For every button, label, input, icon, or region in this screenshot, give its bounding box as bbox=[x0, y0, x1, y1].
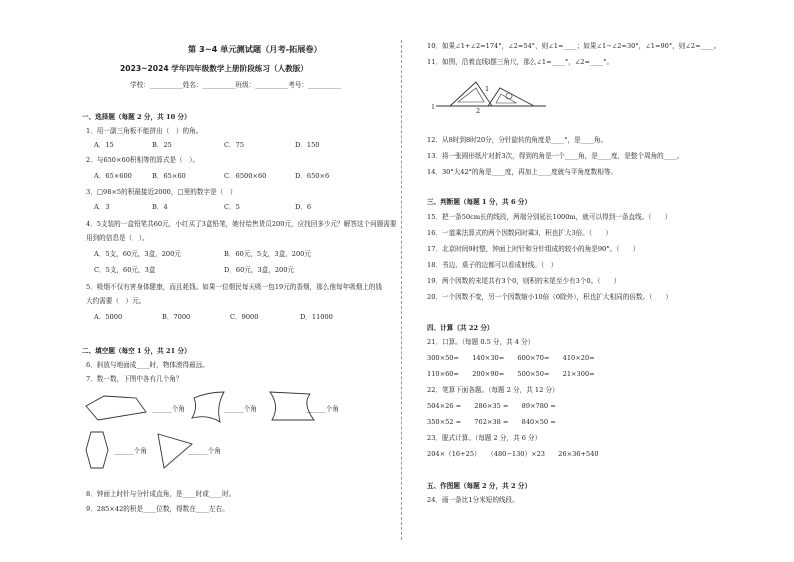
question-20: 20．一个因数不变，另一个因数缩小10倍（0除外），积也扩大相同的倍数。（ ） bbox=[427, 293, 673, 301]
question-21: 21．口算。（每题 0.5 分，共 4 分） bbox=[427, 338, 535, 346]
option-5a: A．5000 bbox=[94, 313, 123, 321]
question-7: 7．数一数，下图中各有几个角？ bbox=[86, 375, 183, 383]
option-4d: D．60元，3盒，200元 bbox=[224, 266, 295, 274]
question-17: 17．北京时间9时整，钟面上时针和分针组成的较小的角是90°。（ ） bbox=[427, 245, 640, 253]
option-4b: B．60元，5支，3盒，200元 bbox=[224, 250, 311, 258]
column-divider bbox=[401, 40, 402, 540]
question-5-line1: 5．吸烟不仅有害身体健康，而且耗钱。如果一位烟民每天吸一包19元的香烟，那么他每年吸烟上的钱 bbox=[86, 283, 383, 291]
angle-count-blank-2: ______个角 bbox=[224, 405, 257, 413]
exam-title: 第 3~4 单元测试题（月考-拓展卷） bbox=[188, 44, 322, 54]
figure-label-line-l: l bbox=[432, 103, 435, 111]
angle-count-blank-3: ______个角 bbox=[306, 405, 339, 413]
option-5c: C．9000 bbox=[230, 313, 259, 321]
hexagon-shape bbox=[84, 430, 110, 472]
angle-count-blank-4: ______个角 bbox=[114, 447, 147, 455]
oral-calc-row-2: 110×60= 200×90= 500×50= 21×300= bbox=[427, 370, 595, 378]
option-2c: C．6500×60 bbox=[224, 172, 267, 180]
option-1c: C．75 bbox=[224, 141, 245, 149]
question-8: 8．钟面上时针与分针成直角，是____时或____时。 bbox=[86, 490, 236, 498]
question-15: 15．把一条50cm长的线段，两端分别延长1000m，就可以得到一条直线。（ ） bbox=[427, 213, 672, 221]
written-calc-row-1: 504×26 = 286×35 = 89×780 = bbox=[427, 402, 556, 410]
section-draw-heading: 五、作图题（每题 2 分，共 2 分） bbox=[427, 482, 532, 490]
set-square-figure bbox=[430, 78, 550, 120]
option-3a: A．3 bbox=[94, 203, 110, 211]
stepwise-calc-row: 204×（16+25） （480−130）×23 26×36+540 bbox=[427, 450, 599, 458]
question-5-line2: 大约需要（ ）元。 bbox=[86, 297, 146, 305]
angle-count-blank-1: ______个角 bbox=[152, 405, 185, 413]
question-18: 18．书边、桌子的边都可以看成射线。（ ） bbox=[427, 261, 558, 269]
question-4-line2: 用到的信息是（ ）。 bbox=[86, 234, 149, 242]
question-12: 12．从8时到8时20分，分针旋转的角度是____°，是____角。 bbox=[427, 136, 608, 144]
question-13: 13．将一张圆形纸片对折3次，得到的角是一个____角，是____度，是整个周角的____。 bbox=[427, 152, 684, 160]
section-choice-heading: 一、选择题（每题 2 分，共 10 分） bbox=[82, 113, 191, 121]
question-24: 24．画一条比1分米短的线段。 bbox=[427, 496, 519, 504]
option-5d: D．11000 bbox=[300, 313, 333, 321]
question-19: 19．两个因数的末尾共有3个0，则积的末尾至少有3个0。（ ） bbox=[427, 277, 621, 285]
option-1d: D．150 bbox=[295, 141, 320, 149]
oral-calc-row-1: 300×50= 140×30= 600×70= 410×20= bbox=[427, 354, 595, 362]
question-11: 11．如图，沿着直线l摆三角尺，那么∠1=____°，∠2=____°。 bbox=[427, 58, 614, 66]
option-4c: C．5支，60元，3盒 bbox=[94, 266, 156, 274]
option-3b: B．4 bbox=[152, 203, 168, 211]
question-6: 6．斜放与地面成____时，物体滚得最远。 bbox=[86, 361, 209, 369]
option-3d: D．6 bbox=[295, 203, 312, 211]
exam-subtitle: 2023~2024 学年四年级数学上册阶段练习（人教版） bbox=[120, 64, 308, 73]
option-5b: B．7000 bbox=[162, 313, 191, 321]
option-1a: A．15 bbox=[94, 141, 114, 149]
question-23: 23．脱式计算。（每题 2 分，共 6 分） bbox=[427, 434, 542, 442]
option-2a: A．65×600 bbox=[94, 172, 132, 180]
question-9: 9．285×42的积是____位数，得数在____左右。 bbox=[86, 505, 229, 513]
option-4a: A．5支，60元，3盒，200元 bbox=[94, 250, 181, 258]
figure-label-angle-2: 2 bbox=[476, 107, 481, 115]
written-calc-row-2: 350×52 = 762×38 = 840×50 = bbox=[427, 418, 556, 426]
option-2d: D．650×6 bbox=[295, 172, 330, 180]
question-3: 3．□98×5的积最接近2000，□里的数字是（ ） bbox=[86, 188, 237, 196]
pentagon-shape bbox=[84, 392, 154, 424]
question-10: 10．如果∠1+∠2=174°，∠2=54°，则∠1=____；如果∠1−∠2=30°，∠1=90°，则∠2=____。 bbox=[427, 42, 721, 50]
student-info-line: 学校：__________姓名：__________班级：__________考号：__________ bbox=[130, 81, 341, 89]
option-1b: B．25 bbox=[152, 141, 172, 149]
option-3c: C．5 bbox=[224, 203, 240, 211]
question-4-line1: 4．5支装的一盒铅笔共60元，小红买了3盒铅笔，她付给售货员200元，应找回多少元？解答这个问题需要 bbox=[86, 220, 397, 228]
question-1: 1．用一副三角板不能拼出（ ）的角。 bbox=[86, 127, 203, 135]
question-16: 16．一道乘法算式的两个因数同时乘3，积也扩大3倍。（ ） bbox=[427, 229, 612, 237]
figure-label-angle-1: 1 bbox=[485, 85, 490, 93]
option-2b: B．65×60 bbox=[152, 172, 186, 180]
section-judge-heading: 三、判断题（每题 1 分，共 6 分） bbox=[427, 198, 532, 206]
question-22: 22．笔算下面各题。（每题 2 分，共 12 分） bbox=[427, 386, 559, 394]
angle-count-blank-5: ______个角 bbox=[188, 447, 221, 455]
section-fill-heading: 二、填空题（每空 1 分，共 21 分） bbox=[82, 347, 191, 355]
question-14: 14．30°大42°的角是____度，再加上____度就与平角度数相等。 bbox=[427, 168, 618, 176]
question-2: 2．与650×60积相等的算式是（ ）。 bbox=[86, 156, 200, 164]
section-calc-heading: 四、计算（共 22 分） bbox=[427, 324, 494, 332]
